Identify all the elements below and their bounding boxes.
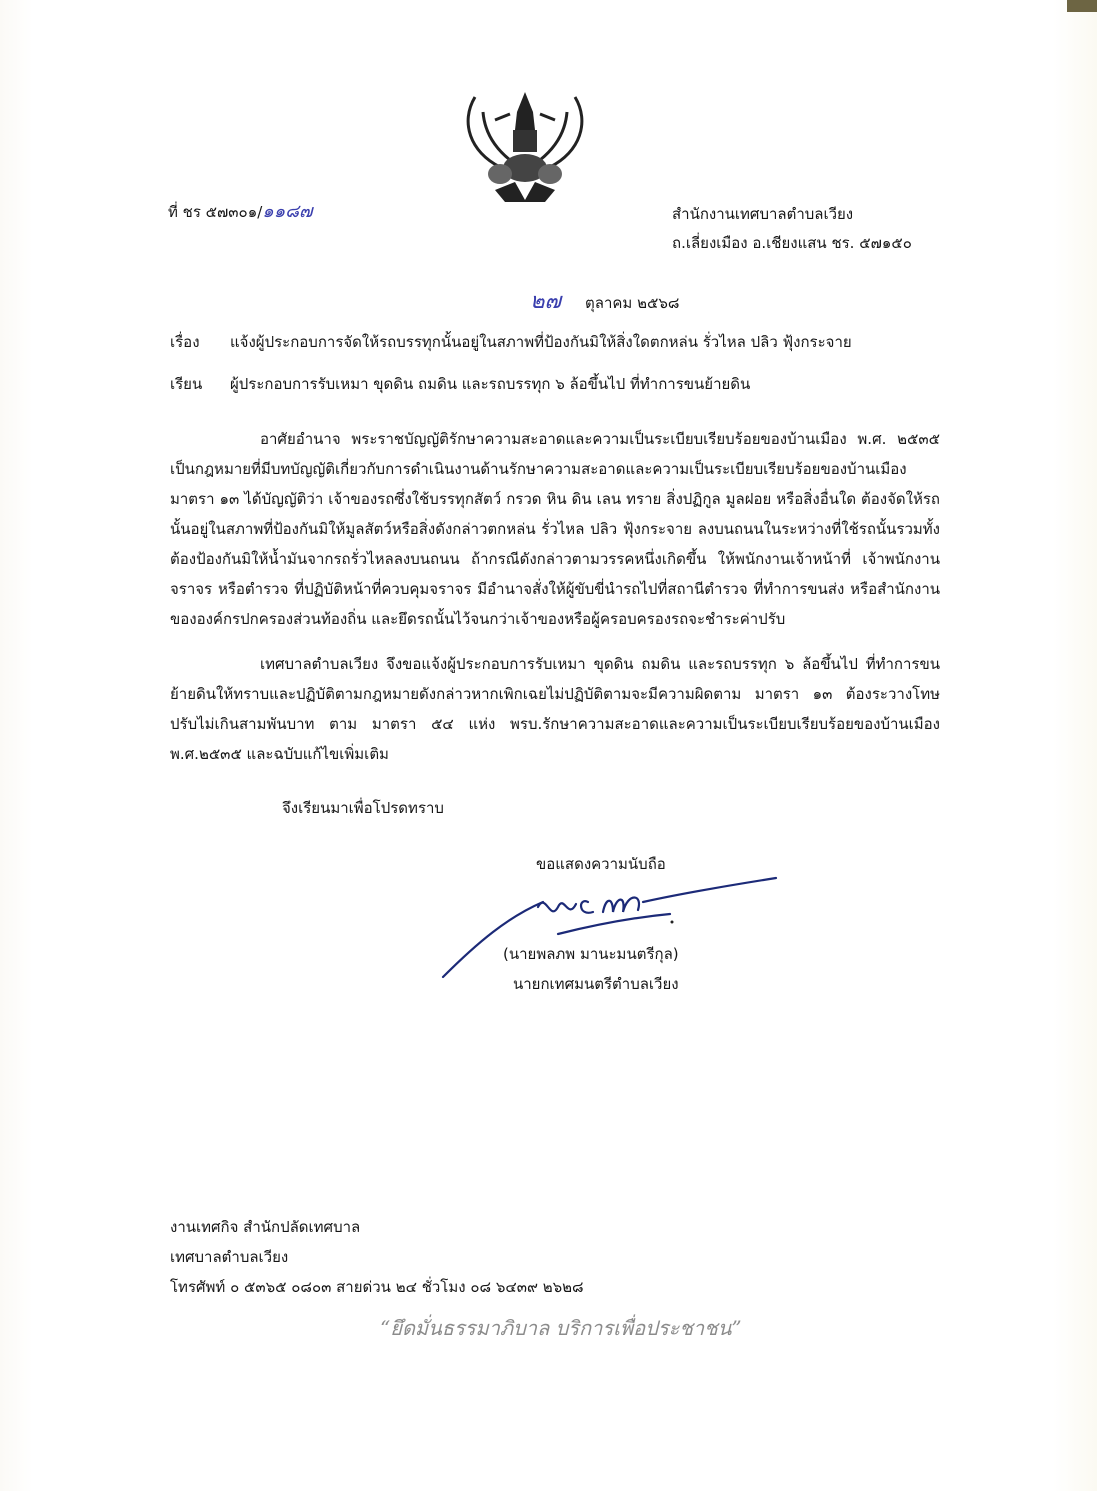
signer-position: นายกเทศมนตรีตำบลเวียง	[513, 975, 679, 993]
closing-line: จึงเรียนมาเพื่อโปรดทราบ	[282, 799, 444, 817]
office-address-block	[672, 200, 912, 258]
paragraph-text: เทศบาลตำบลเวียง จึงขอแจ้งผู้ประกอบการรับเหมา ขุดดิน ถมดิน และรถบรรทุก ๖ ล้อขึ้นไป ที่ทำการขนย้ายดินให้ทราบและปฏิบัติตามกฎหมายดังกล่าวหากเพิกเฉยไม่ปฏิบัติตามจะมีความผิดตาม มาตรา ๑๓ ต้องระวางโทษปรับไม่เกินสามพันบาท ตาม มาตรา ๕๔ แห่ง พรบ.รักษาความสะอาดและความเป็นระเบียบเรียบร้อยของบ้านเมือง พ.ศ.๒๕๓๕ และฉบับแก้ไขเพิ่มเติม	[170, 655, 940, 763]
footer-organization: เทศบาลตำบลเวียง	[170, 1248, 289, 1266]
office-name: สำนักงานเทศบาลตำบลเวียง	[672, 205, 854, 223]
scan-edge	[1067, 0, 1097, 12]
recipient-label: เรียน	[170, 375, 203, 393]
body-paragraph-2	[170, 649, 940, 769]
garuda-emblem-icon	[455, 82, 595, 212]
subject-text: แจ้งผู้ประกอบการจัดให้รถบรรทุกนั้นอยู่ในสภาพที่ป้องกันมิให้สิ่งใดตกหล่น รั่วไหล ปลิว ฟุ้งกระจาย	[230, 333, 852, 351]
regards-line: ขอแสดงความนับถือ	[536, 855, 666, 873]
footer-department: งานเทศกิจ สำนักปลัดเทศบาล	[170, 1218, 361, 1236]
footer-contact	[170, 1212, 584, 1302]
reference-number	[168, 196, 313, 225]
subject-label: เรื่อง	[170, 333, 200, 351]
subject-line	[170, 330, 852, 354]
footer-phone: โทรศัพท์ ๐ ๕๓๖๕ ๐๘๐๓ สายด่วน ๒๔ ชั่วโมง ๐๘ ๖๔๓๙ ๒๖๒๘	[170, 1278, 584, 1296]
reference-prefix: ที่ ชร ๕๗๓๐๑/	[168, 203, 263, 221]
signer-name: (นายพลภพ มานะมนตรีกุล)	[503, 945, 679, 963]
document-date	[530, 283, 679, 318]
recipient-line	[170, 372, 750, 396]
paragraph-text: อาศัยอำนาจ พระราชบัญญัติรักษาความสะอาดและความเป็นระเบียบเรียบร้อยของบ้านเมือง พ.ศ. ๒๕๓๕ เป็นกฎหมายที่มีบทบัญญัติเกี่ยวกับการดำเนินงานด้านรักษาความสะอาดและความเป็นระเบียบเรียบร้อยของบ้านเมือง มาตรา ๑๓ ได้บัญญัติว่า เจ้าของรถซึ่งใช้บรรทุกสัตว์ กรวด หิน ดิน เลน ทราย สิ่งปฏิกูล มูลฝอย หรือสิ่งอื่นใด ต้องจัดให้รถนั้นอยู่ในสภาพที่ป้องกันมิให้มูลสัตว์หรือสิ่งดังกล่าวตกหล่น รั่วไหล ปลิว ฟุ้งกระจาย ลงบนถนนในระหว่างที่ใช้รถนั้นรวมทั้งต้องป้องกันมิให้น้ำมันจากรถรั่วไหลลงบนถนน ถ้ากรณีดังกล่าวตามวรรคหนึ่งเกิดขึ้น ให้พนักงานเจ้าหน้าที่ เจ้าพนักงานจราจร หรือตำรวจ ที่ปฏิบัติหน้าที่ควบคุมจราจร มีอำนาจสั่งให้ผู้ขับขี่นำรถไปที่สถานีตำรวจ ที่ทำการขนส่ง หรือสำนักงานขององค์กรปกครองส่วนท้องถิ่น และยึดรถนั้นไว้จนกว่าเจ้าของหรือผู้ครอบครองรถจะชำระค่าปรับ	[170, 430, 940, 628]
recipient-text: ผู้ประกอบการรับเหมา ขุดดิน ถมดิน และรถบรรทุก ๖ ล้อขึ้นไป ที่ทำการขนย้ายดิน	[230, 375, 751, 393]
reference-handwritten: ๑๑๘๗	[262, 201, 313, 222]
body-paragraph-1	[170, 424, 940, 634]
motto: “ยึดมั่นธรรมาภิบาล บริการเพื่อประชาชน”	[380, 1316, 742, 1340]
office-address: ถ.เลี่ยงเมือง อ.เชียงแสน ชร. ๕๗๑๕๐	[672, 234, 912, 252]
date-month-year: ตุลาคม ๒๕๖๘	[585, 294, 680, 312]
date-day-handwritten: ๒๗	[530, 289, 562, 314]
